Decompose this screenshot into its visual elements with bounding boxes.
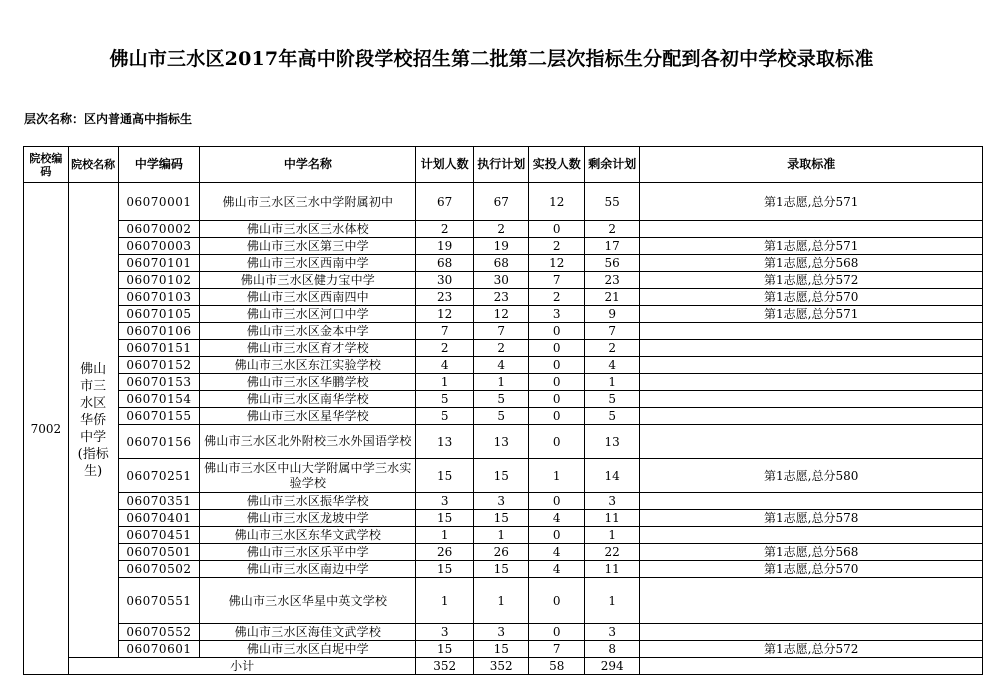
school-name-cell: 佛山市三水区健力宝中学 bbox=[200, 272, 416, 289]
table-row bbox=[24, 289, 983, 306]
standard-cell bbox=[640, 357, 983, 374]
remain-cell: 9 bbox=[584, 306, 640, 323]
actual-cell: 2 bbox=[529, 289, 584, 306]
school-code-cell: 06070351 bbox=[118, 493, 200, 510]
school-code-cell: 06070003 bbox=[118, 238, 200, 255]
actual-cell: 0 bbox=[529, 391, 584, 408]
standard-cell: 第1志愿,总分571 bbox=[640, 306, 983, 323]
header-standard: 录取标准 bbox=[640, 147, 983, 183]
standard-cell bbox=[640, 221, 983, 238]
actual-cell: 0 bbox=[529, 408, 584, 425]
subtotal-exec-cell: 352 bbox=[473, 658, 529, 675]
actual-cell: 0 bbox=[529, 374, 584, 391]
plan-cell: 1 bbox=[416, 578, 474, 624]
school-code-cell: 06070151 bbox=[118, 340, 200, 357]
header-inst-name: 院校名称 bbox=[68, 147, 118, 183]
school-name-cell: 佛山市三水区东华文武学校 bbox=[200, 527, 416, 544]
school-name-cell: 佛山市三水区育才学校 bbox=[200, 340, 416, 357]
subtotal-standard-cell bbox=[640, 658, 983, 675]
school-name-cell: 佛山市三水区第三中学 bbox=[200, 238, 416, 255]
exec-cell: 23 bbox=[473, 289, 529, 306]
table-row bbox=[24, 425, 983, 459]
header-inst-code: 院校编码 bbox=[24, 147, 69, 183]
subtotal-label: 小计 bbox=[68, 658, 416, 675]
exec-cell: 26 bbox=[473, 544, 529, 561]
inst-code-cell: 7002 bbox=[24, 183, 69, 675]
school-name-cell: 佛山市三水区振华学校 bbox=[200, 493, 416, 510]
actual-cell: 2 bbox=[529, 238, 584, 255]
school-name-cell: 佛山市三水区海佳文武学校 bbox=[200, 624, 416, 641]
table-row bbox=[24, 624, 983, 641]
plan-cell: 13 bbox=[416, 425, 474, 459]
plan-cell: 12 bbox=[416, 306, 474, 323]
standard-cell bbox=[640, 323, 983, 340]
exec-cell: 3 bbox=[473, 493, 529, 510]
header-exec: 执行计划 bbox=[473, 147, 529, 183]
school-name-cell: 佛山市三水区三水中学附属初中 bbox=[200, 183, 416, 221]
table-row bbox=[24, 527, 983, 544]
remain-cell: 2 bbox=[584, 340, 640, 357]
table-row bbox=[24, 340, 983, 357]
actual-cell: 0 bbox=[529, 578, 584, 624]
school-name-cell: 佛山市三水区华星中英文学校 bbox=[200, 578, 416, 624]
exec-cell: 7 bbox=[473, 323, 529, 340]
exec-cell: 5 bbox=[473, 408, 529, 425]
header-row bbox=[24, 147, 983, 183]
school-name-cell: 佛山市三水区西南四中 bbox=[200, 289, 416, 306]
school-code-cell: 06070552 bbox=[118, 624, 200, 641]
actual-cell: 4 bbox=[529, 544, 584, 561]
header-plan: 计划人数 bbox=[416, 147, 474, 183]
school-name-cell: 佛山市三水区星华学校 bbox=[200, 408, 416, 425]
remain-cell: 55 bbox=[584, 183, 640, 221]
plan-cell: 1 bbox=[416, 527, 474, 544]
table-row bbox=[24, 578, 983, 624]
remain-cell: 4 bbox=[584, 357, 640, 374]
remain-cell: 17 bbox=[584, 238, 640, 255]
table-row bbox=[24, 272, 983, 289]
plan-cell: 15 bbox=[416, 510, 474, 527]
plan-cell: 30 bbox=[416, 272, 474, 289]
plan-cell: 3 bbox=[416, 624, 474, 641]
remain-cell: 56 bbox=[584, 255, 640, 272]
standard-cell: 第1志愿,总分572 bbox=[640, 641, 983, 658]
exec-cell: 4 bbox=[473, 357, 529, 374]
exec-cell: 1 bbox=[473, 374, 529, 391]
table-row bbox=[24, 459, 983, 493]
school-name-cell: 佛山市三水区三水体校 bbox=[200, 221, 416, 238]
school-code-cell: 06070551 bbox=[118, 578, 200, 624]
school-name-cell: 佛山市三水区河口中学 bbox=[200, 306, 416, 323]
actual-cell: 0 bbox=[529, 624, 584, 641]
school-code-cell: 06070251 bbox=[118, 459, 200, 493]
table-row bbox=[24, 408, 983, 425]
subtotal-actual-cell: 58 bbox=[529, 658, 584, 675]
school-code-cell: 06070152 bbox=[118, 357, 200, 374]
school-code-cell: 06070106 bbox=[118, 323, 200, 340]
remain-cell: 14 bbox=[584, 459, 640, 493]
plan-cell: 2 bbox=[416, 340, 474, 357]
subtotal-remain-cell: 294 bbox=[584, 658, 640, 675]
remain-cell: 1 bbox=[584, 374, 640, 391]
plan-cell: 7 bbox=[416, 323, 474, 340]
exec-cell: 3 bbox=[473, 624, 529, 641]
actual-cell: 0 bbox=[529, 527, 584, 544]
actual-cell: 0 bbox=[529, 493, 584, 510]
standard-cell bbox=[640, 340, 983, 357]
exec-cell: 2 bbox=[473, 340, 529, 357]
remain-cell: 11 bbox=[584, 510, 640, 527]
remain-cell: 3 bbox=[584, 624, 640, 641]
remain-cell: 2 bbox=[584, 221, 640, 238]
document-title: 佛山市三水区2017年高中阶段学校招生第二批第二层次指标生分配到各初中学校录取标准 bbox=[109, 48, 874, 70]
school-name-cell: 佛山市三水区东江实验学校 bbox=[200, 357, 416, 374]
plan-cell: 5 bbox=[416, 408, 474, 425]
plan-cell: 3 bbox=[416, 493, 474, 510]
school-name-cell: 佛山市三水区乐平中学 bbox=[200, 544, 416, 561]
exec-cell: 19 bbox=[473, 238, 529, 255]
subtotal-row bbox=[24, 658, 983, 675]
table-row bbox=[24, 183, 983, 221]
school-code-cell: 06070102 bbox=[118, 272, 200, 289]
header-actual: 实投人数 bbox=[529, 147, 584, 183]
standard-cell: 第1志愿,总分570 bbox=[640, 561, 983, 578]
actual-cell: 0 bbox=[529, 357, 584, 374]
remain-cell: 23 bbox=[584, 272, 640, 289]
exec-cell: 1 bbox=[473, 527, 529, 544]
standard-cell bbox=[640, 391, 983, 408]
standard-cell bbox=[640, 624, 983, 641]
exec-cell: 30 bbox=[473, 272, 529, 289]
remain-cell: 22 bbox=[584, 544, 640, 561]
school-name-cell: 佛山市三水区北外附校三水外国语学校 bbox=[200, 425, 416, 459]
school-code-cell: 06070451 bbox=[118, 527, 200, 544]
school-name-cell: 佛山市三水区西南中学 bbox=[200, 255, 416, 272]
standard-cell: 第1志愿,总分568 bbox=[640, 255, 983, 272]
exec-cell: 2 bbox=[473, 221, 529, 238]
standard-cell bbox=[640, 493, 983, 510]
school-name-cell: 佛山市三水区中山大学附属中学三水实验学校 bbox=[200, 459, 416, 493]
standard-cell: 第1志愿,总分571 bbox=[640, 238, 983, 255]
school-name-cell: 佛山市三水区南边中学 bbox=[200, 561, 416, 578]
school-code-cell: 06070401 bbox=[118, 510, 200, 527]
standard-cell bbox=[640, 578, 983, 624]
plan-cell: 23 bbox=[416, 289, 474, 306]
plan-cell: 4 bbox=[416, 357, 474, 374]
remain-cell: 11 bbox=[584, 561, 640, 578]
school-code-cell: 06070154 bbox=[118, 391, 200, 408]
actual-cell: 7 bbox=[529, 641, 584, 658]
plan-cell: 2 bbox=[416, 221, 474, 238]
exec-cell: 15 bbox=[473, 510, 529, 527]
actual-cell: 0 bbox=[529, 340, 584, 357]
remain-cell: 3 bbox=[584, 493, 640, 510]
standard-cell bbox=[640, 527, 983, 544]
header-remain: 剩余计划 bbox=[584, 147, 640, 183]
remain-cell: 5 bbox=[584, 408, 640, 425]
plan-cell: 26 bbox=[416, 544, 474, 561]
subtotal-plan-cell: 352 bbox=[416, 658, 474, 675]
header-school-code: 中学编码 bbox=[118, 147, 200, 183]
standard-cell bbox=[640, 374, 983, 391]
actual-cell: 1 bbox=[529, 459, 584, 493]
actual-cell: 4 bbox=[529, 561, 584, 578]
school-name-cell: 佛山市三水区白坭中学 bbox=[200, 641, 416, 658]
remain-cell: 13 bbox=[584, 425, 640, 459]
school-code-cell: 06070156 bbox=[118, 425, 200, 459]
exec-cell: 1 bbox=[473, 578, 529, 624]
table-row bbox=[24, 238, 983, 255]
actual-cell: 4 bbox=[529, 510, 584, 527]
table-row bbox=[24, 255, 983, 272]
exec-cell: 12 bbox=[473, 306, 529, 323]
school-name-cell: 佛山市三水区华鹏学校 bbox=[200, 374, 416, 391]
school-code-cell: 06070601 bbox=[118, 641, 200, 658]
table-row bbox=[24, 510, 983, 527]
table-row bbox=[24, 374, 983, 391]
school-code-cell: 06070105 bbox=[118, 306, 200, 323]
remain-cell: 1 bbox=[584, 527, 640, 544]
standard-cell: 第1志愿,总分568 bbox=[640, 544, 983, 561]
actual-cell: 12 bbox=[529, 183, 584, 221]
standard-cell: 第1志愿,总分578 bbox=[640, 510, 983, 527]
actual-cell: 0 bbox=[529, 221, 584, 238]
remain-cell: 8 bbox=[584, 641, 640, 658]
remain-cell: 1 bbox=[584, 578, 640, 624]
plan-cell: 15 bbox=[416, 641, 474, 658]
school-code-cell: 06070103 bbox=[118, 289, 200, 306]
plan-cell: 15 bbox=[416, 561, 474, 578]
school-code-cell: 06070155 bbox=[118, 408, 200, 425]
standard-cell bbox=[640, 425, 983, 459]
remain-cell: 21 bbox=[584, 289, 640, 306]
plan-cell: 68 bbox=[416, 255, 474, 272]
exec-cell: 67 bbox=[473, 183, 529, 221]
plan-cell: 67 bbox=[416, 183, 474, 221]
school-code-cell: 06070101 bbox=[118, 255, 200, 272]
standard-cell: 第1志愿,总分571 bbox=[640, 183, 983, 221]
plan-cell: 19 bbox=[416, 238, 474, 255]
school-name-cell: 佛山市三水区金本中学 bbox=[200, 323, 416, 340]
header-school-name: 中学名称 bbox=[200, 147, 416, 183]
school-code-cell: 06070001 bbox=[118, 183, 200, 221]
table-row bbox=[24, 221, 983, 238]
remain-cell: 5 bbox=[584, 391, 640, 408]
school-code-cell: 06070153 bbox=[118, 374, 200, 391]
table-row bbox=[24, 391, 983, 408]
school-name-cell: 佛山市三水区龙坡中学 bbox=[200, 510, 416, 527]
table-row bbox=[24, 306, 983, 323]
exec-cell: 68 bbox=[473, 255, 529, 272]
table-row bbox=[24, 323, 983, 340]
standard-cell: 第1志愿,总分572 bbox=[640, 272, 983, 289]
remain-cell: 7 bbox=[584, 323, 640, 340]
school-code-cell: 06070502 bbox=[118, 561, 200, 578]
exec-cell: 15 bbox=[473, 641, 529, 658]
table-row bbox=[24, 544, 983, 561]
plan-cell: 1 bbox=[416, 374, 474, 391]
exec-cell: 15 bbox=[473, 561, 529, 578]
table-row bbox=[24, 493, 983, 510]
school-code-cell: 06070002 bbox=[118, 221, 200, 238]
standard-cell: 第1志愿,总分570 bbox=[640, 289, 983, 306]
table-row bbox=[24, 641, 983, 658]
plan-cell: 5 bbox=[416, 391, 474, 408]
table-row bbox=[24, 561, 983, 578]
plan-cell: 15 bbox=[416, 459, 474, 493]
inst-name-cell: 佛山市三水区华侨中学(指标生) bbox=[68, 183, 118, 658]
school-name-cell: 佛山市三水区南华学校 bbox=[200, 391, 416, 408]
admission-table bbox=[23, 146, 983, 675]
exec-cell: 15 bbox=[473, 459, 529, 493]
actual-cell: 12 bbox=[529, 255, 584, 272]
actual-cell: 3 bbox=[529, 306, 584, 323]
standard-cell bbox=[640, 408, 983, 425]
actual-cell: 0 bbox=[529, 323, 584, 340]
actual-cell: 0 bbox=[529, 425, 584, 459]
exec-cell: 13 bbox=[473, 425, 529, 459]
exec-cell: 5 bbox=[473, 391, 529, 408]
table-row bbox=[24, 357, 983, 374]
level-label: 层次名称：区内普通高中指标生 bbox=[24, 112, 193, 126]
school-code-cell: 06070501 bbox=[118, 544, 200, 561]
actual-cell: 7 bbox=[529, 272, 584, 289]
standard-cell: 第1志愿,总分580 bbox=[640, 459, 983, 493]
